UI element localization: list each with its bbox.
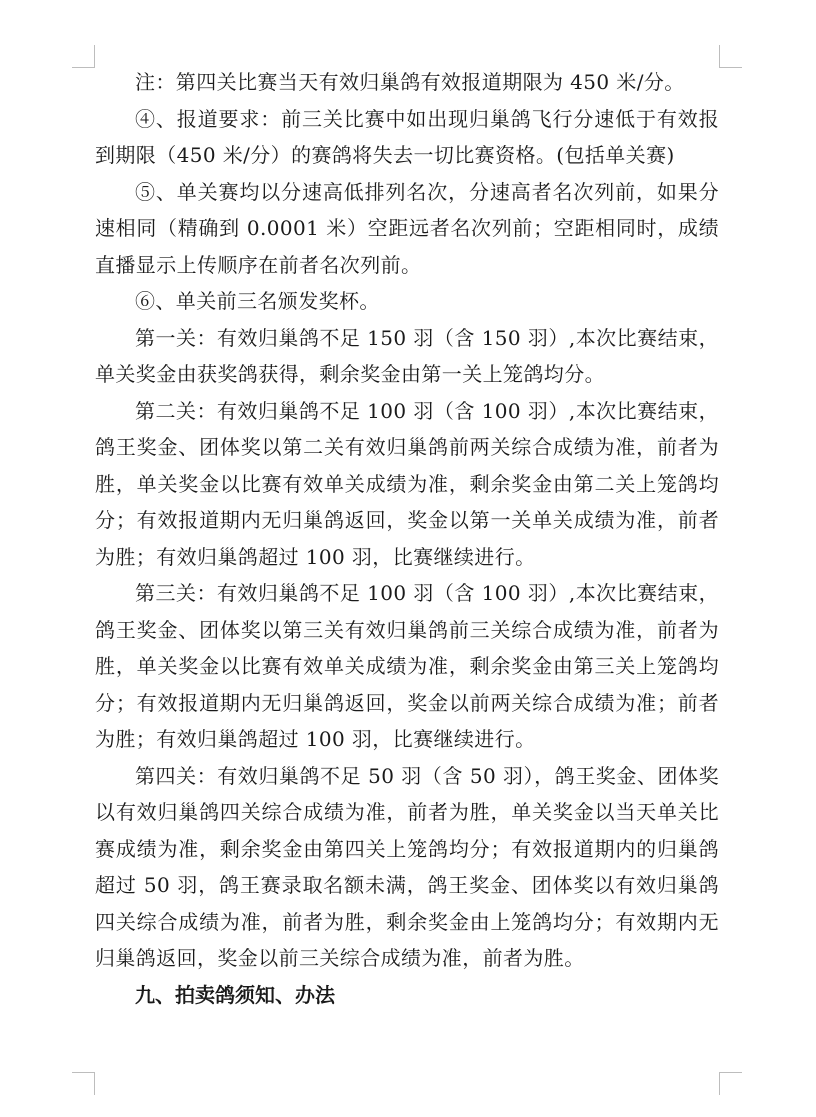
bottom-left-margin-mark [72, 1072, 95, 1095]
paragraph-ranking-rule: ⑤、单关赛均以分速高低排列名次，分速高者名次列前，如果分速相同（精确到 0.0001 米）空距远者名次列前；空距相同时，成绩直播显示上传顺序在前者名次列前。 [95, 179, 719, 277]
paragraph-report-requirement: ④、报道要求：前三关比赛中如出现归巢鸽飞行分速低于有效报到期限（450 米/分）的赛鸽将失去一切比赛资格。(包括单关赛) [95, 106, 719, 167]
top-right-margin-mark [719, 45, 742, 68]
bottom-right-margin-mark [719, 1072, 742, 1095]
paragraph-stage-2: 第二关：有效归巢鸽不足 100 羽（含 100 羽）,本次比赛结束，鸽王奖金、团体奖以第二关有效归巢鸽前两关综合成绩为准，前者为胜，单关奖金以比赛有效单关成绩为准，剩余奖金由第二关上笼鸽均分；有效报道期内无归巢鸽返回，奖金以第一关单关成绩为准，前者为胜；有效归巢鸽超过 100 羽，比赛继续进行。 [95, 398, 719, 569]
paragraph-stage-4: 第四关：有效归巢鸽不足 50 羽（含 50 羽），鸽王奖金、团体奖以有效归巢鸽四关综合成绩为准，前者为胜，单关奖金以当天单关比赛成绩为准，剩余奖金由第四关上笼鸽均分；有效报道期内的归巢鸽超过 50 羽，鸽王赛录取名额未满，鸽王奖金、团体奖以有效归巢鸽四关综合成绩为准，前者为胜，剩余奖金由上笼鸽均分；有效期内无归巢鸽返回，奖金以前三关综合成绩为准，前者为胜。 [95, 763, 719, 970]
paragraph-stage-1: 第一关：有效归巢鸽不足 150 羽（含 150 羽）,本次比赛结束，单关奖金由获奖鸽获得，剩余奖金由第一关上笼鸽均分。 [95, 325, 719, 386]
paragraph-stage-3: 第三关：有效归巢鸽不足 100 羽（含 100 羽）,本次比赛结束，鸽王奖金、团体奖以第三关有效归巢鸽前三关综合成绩为准，前者为胜，单关奖金以比赛有效单关成绩为准，剩余奖金由第三关上笼鸽均分；有效报道期内无归巢鸽返回，奖金以前两关综合成绩为准；前者为胜；有效归巢鸽超过 100 羽，比赛继续进行。 [95, 581, 719, 751]
section-heading: 九、拍卖鸽须知、办法 [135, 982, 335, 1007]
paragraph-note-day4: 注：第四关比赛当天有效归巢鸽有效报道期限为 450 米/分。 [135, 70, 685, 94]
top-left-margin-mark [72, 45, 95, 68]
paragraph-trophy: ⑥、单关前三名颁发奖杯。 [135, 289, 380, 313]
document-body [95, 64, 719, 1013]
